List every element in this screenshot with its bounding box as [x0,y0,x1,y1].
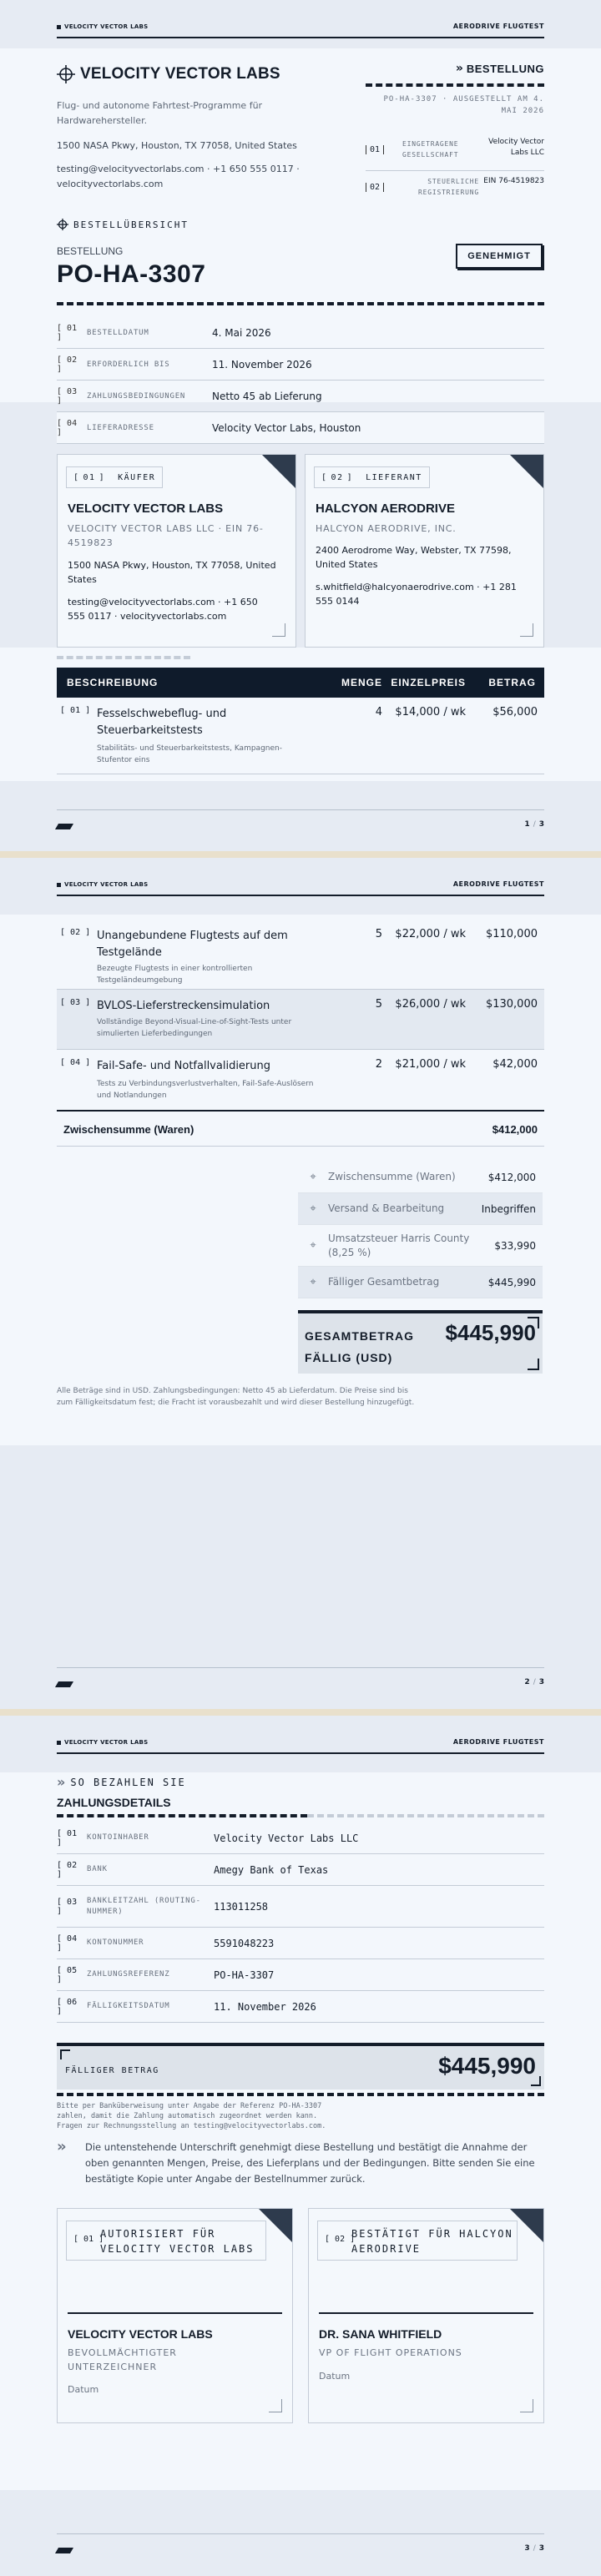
totals-label: Umsatzsteuer Harris County (8,25 %) [328,1232,470,1258]
running-header [0,858,601,898]
header-right: AERODRIVE FLUGTEST [452,23,544,30]
payment-value: Velocity Vector Labs LLC [214,1832,359,1844]
supplier-legal: HALCYON AERODRIVE, INC. [316,523,457,534]
footer-mark [55,2548,73,2553]
summary-label: ZAHLUNGSBEDINGUNGEN [87,391,186,401]
signature-card [308,2208,544,2423]
page-number: 3 / 3 [524,2544,544,2553]
overview-rule [57,302,544,305]
footer-mark [55,824,73,829]
box-bracket [528,1317,539,1328]
header-amount: BETRAG [488,677,536,688]
status-badge [456,244,543,269]
footer-mark [55,1681,73,1687]
doc-meta: PO-HA-3307 · AUSGESTELLT AM 4. MAI 2026 [383,95,544,115]
item-amount: $110,000 [485,928,538,940]
item-note: Stabilitäts- und Steuerbarkeitstests, Kampagnen-Stufentor eins [97,744,282,764]
double-chevron-icon: » [455,62,463,75]
payment-row [57,1928,544,1959]
item-description: Fail-Safe- und Notfallvalidierung [97,1060,271,1072]
table-row [57,698,544,774]
po-number: PO-HA-3307 [57,260,206,288]
item-note: Vollständige Beyond-Visual-Line-of-Sight-Tests unter simulierten Lieferbedingungen [97,1018,292,1038]
item-unit-price: $22,000 / wk [395,928,466,940]
page-footer [57,2533,544,2558]
summary-value: Velocity Vector Labs, Houston [212,421,361,434]
crosshair-icon: ⌖ [310,1276,316,1288]
box-bracket [528,1359,539,1370]
total-due-box [298,1310,543,1374]
payment-num: [ 03 ] [57,1897,78,1916]
doc-type [456,62,544,75]
header-unit-price: EINZELPREIS [391,677,466,688]
registry-num: 01 [366,145,384,154]
totals-row [298,1193,543,1225]
item-unit-price: $21,000 / wk [395,1058,466,1071]
signature-num: [ 01 ] [73,2235,104,2244]
payment-num: [ 02 ] [57,1860,78,1879]
company-heading [57,65,280,83]
company-address: 1500 NASA Pkwy, Houston, TX 77058, United States [57,140,297,151]
header-quantity: MENGE [341,677,382,688]
summary-value: 4. Mai 2026 [212,326,271,339]
signature-title: BESTÄTIGT FÜR HALCYON AERODRIVE [351,2228,513,2255]
summary-label: LIEFERADRESSE [87,423,154,432]
running-header [0,0,601,40]
item-num: [ 04 ] [60,1058,91,1067]
item-unit-price: $14,000 / wk [395,706,466,718]
buyer-tag: [ 01 ] KÄUFER [66,466,163,488]
payment-row [57,1991,544,2023]
payment-label: FÄLLIGKEITSDATUM [87,2002,170,2010]
signature-line[interactable] [68,2312,282,2314]
item-num: [ 03 ] [60,998,91,1007]
totals-value: $33,990 [494,1239,536,1252]
status-badge-label: GENEHMIGT [467,251,531,261]
signature-date-label: Datum [68,2384,99,2395]
crosshair-icon: ⌖ [310,1202,316,1215]
card-bracket [269,2399,282,2412]
supplier-tag: [ 02 ] LIEFERANT [314,466,430,488]
subtotal-row [57,1113,544,1147]
double-chevron-icon: » [57,2138,67,2155]
totals-label: Zwischensumme (Waren) [328,1171,456,1182]
subtotal-label: Zwischensumme (Waren) [63,1123,194,1136]
item-num: [ 02 ] [60,928,91,937]
double-chevron-icon: » [57,1774,66,1790]
signature-line[interactable] [319,2312,533,2314]
item-description: BVLOS-Lieferstreckensimulation [97,1000,270,1012]
payment-rule [57,1814,544,1817]
item-quantity: 5 [375,998,382,1011]
registry-row [366,170,544,200]
crosshair-icon [57,219,68,230]
supplier-contact: s.whitfield@halcyonaerodrive.com · +1 281 555 0144 [316,582,517,607]
page-footer [57,809,544,834]
page-1 [0,0,601,851]
signer-role: BEVOLLMÄCHTIGTER UNTERZEICHNER [68,2347,177,2372]
acceptance-text: Die untenstehende Unterschrift genehmigt diese Bestellung und bestätigt die Annahme der oben genannten Mengen, Preise, des Lieferplans und der Bedingungen. Bitte senden Sie eine bestätigte Kopie unter Angabe der Bestellnummer zurück. [85,2141,535,2185]
item-note: Tests zu Verbindungsverlustverhalten, Fail-Safe-Auslösern und Notlandungen [97,1080,314,1100]
summary-num: [ 03 ] [57,386,78,406]
payment-row [57,1854,544,1886]
totals-label: Fälliger Gesamtbetrag [328,1276,440,1288]
header-rule [57,1752,544,1754]
party-cards [57,454,544,648]
item-note: Bezeugte Flugtests in einer kontrollierten Testgeländeumgebung [97,965,253,985]
crosshair-icon: ⌖ [310,1171,316,1183]
summary-label: ERFORDERLICH BIS [87,360,170,369]
page-3 [0,1716,601,2576]
registry-value: EIN 76-4519823 [483,177,544,185]
table-row [57,990,544,1050]
box-bracket [531,2076,541,2086]
payment-label: BANKLEITZAHL (ROUTING-NUMMER) [87,1896,201,1916]
payment-label: ZAHLUNGSREFERENZ [87,1970,170,1979]
item-quantity: 2 [375,1058,382,1071]
header-brand: VELOCITY VECTOR LABS [57,1739,149,1746]
summary-label: BESTELLDATUM [87,328,149,337]
payment-value: PO-HA-3307 [214,1969,275,1981]
doc-type-label: BESTELLUNG [466,62,544,75]
subtotal-value: $412,000 [492,1123,538,1136]
buyer-card [57,454,296,648]
registry-label: EINGETRAGENE GESELLSCHAFT [402,140,459,159]
supplier-name: HALCYON AERODRIVE [316,502,455,516]
payment-kicker-row [57,1774,186,1790]
payment-label: KONTONUMMER [87,1938,144,1947]
page-2 [0,858,601,1709]
payment-num: [ 01 ] [57,1828,78,1848]
total-due-value: $445,990 [445,1320,536,1345]
payment-value: 11. November 2026 [214,2000,316,2013]
signature-tag [317,2221,518,2261]
payment-row [57,1886,544,1928]
page-separator [0,1709,601,1716]
registry-label: STEUERLICHE REGISTRIERUNG [417,178,479,196]
registry-num: 02 [366,183,384,192]
summary-value: Netto 45 ab Lieferung [212,390,322,402]
item-amount: $130,000 [485,998,538,1011]
po-label: BESTELLUNG [57,245,124,257]
crosshair-icon [57,65,75,83]
totals-row [298,1267,543,1298]
overview-title: BESTELLÜBERSICHT [73,219,189,230]
signer-name: VELOCITY VECTOR LABS [68,2327,213,2341]
card-bracket [520,2399,533,2412]
header-rule [57,895,544,896]
card-bracket [520,623,533,637]
company-tagline: Flug- und autonome Fahrtest-Programme für Hardwarehersteller. [57,100,263,126]
payment-kicker: SO BEZAHLEN SIE [70,1776,186,1788]
card-corner [262,455,295,488]
signer-name: DR. SANA WHITFIELD [319,2327,442,2341]
supplier-card [305,454,544,648]
terms-note: Alle Beträge sind in USD. Zahlungsbedingungen: Netto 45 ab Lieferdatum. Die Preise sind bis zum Fälligkeitsdatum fest; die Fracht ist vorausbezahlt und wird dieser Bestellung hinzugefügt. [57,1387,415,1407]
signature-title: AUTORISIERT FÜR VELOCITY VECTOR LABS [100,2228,255,2255]
summary-num: [ 01 ] [57,323,78,342]
item-quantity: 5 [375,928,382,940]
card-corner [510,455,543,488]
item-unit-price: $26,000 / wk [395,998,466,1011]
summary-value: 11. November 2026 [212,358,312,371]
signature-num: [ 02 ] [325,2235,356,2244]
page-separator [0,851,601,858]
item-amount: $56,000 [492,706,538,718]
item-num: [ 01 ] [60,706,91,715]
header-rule [57,37,544,38]
totals-row [298,1225,543,1267]
summary-row [57,412,544,444]
payment-value: 113011258 [214,1900,269,1913]
totals-value: Inbegriffen [481,1202,536,1215]
table-row [57,920,544,990]
items-rule [57,656,190,659]
item-description: Unangebundene Flugtests auf dem Testgelände [97,930,288,959]
signer-role: VP OF FLIGHT OPERATIONS [319,2347,462,2358]
totals-label: Versand & Bearbeitung [328,1202,445,1214]
payment-row [57,1822,544,1854]
signature-tag [66,2221,266,2261]
amount-due-rule [57,2093,544,2096]
buyer-legal: VELOCITY VECTOR LABS LLC · EIN 76-4519823 [68,523,264,548]
box-bracket [60,2049,70,2059]
signature-card [57,2208,293,2423]
doc-rule [366,83,544,87]
payment-num: [ 05 ] [57,1965,78,1984]
card-bracket [272,623,285,637]
crosshair-icon: ⌖ [310,1239,316,1252]
header-right: AERODRIVE FLUGTEST [452,880,544,888]
payment-instructions: Bitte per Banküberweisung unter Angabe der Referenz PO-HA-3307 zahlen, damit die Zahlung automatisch zugeordnet werden kann. Fragen zur Rechnungsstellung an testing@velocityvectorlabs.com. [57,2102,326,2130]
payment-label: KONTOINHABER [87,1833,149,1842]
header-brand: VELOCITY VECTOR LABS [57,23,149,30]
buyer-contact: testing@velocityvectorlabs.com · +1 650 555 0117 · velocityvectorlabs.com [68,597,258,622]
total-due-label: GESAMTBETRAG FÄLLIG (USD) [305,1329,414,1364]
buyer-name: VELOCITY VECTOR LABS [68,502,224,516]
payment-value: 5591048223 [214,1937,275,1949]
registry-value: Velocity Vector Labs LLC [488,138,544,157]
header-brand: VELOCITY VECTOR LABS [57,881,149,888]
page-footer [57,1667,544,1692]
totals-row [298,1162,543,1193]
table-row [57,1050,544,1112]
header-description: BESCHREIBUNG [67,677,159,688]
amount-due-value: $445,990 [438,2053,536,2079]
company-contact: testing@velocityvectorlabs.com · +1 650 555 0117 · velocityvectorlabs.com [57,164,300,189]
amount-due-box [57,2043,544,2090]
table-header [57,668,544,698]
signature-date-label: Datum [319,2371,351,2382]
payment-row [57,1959,544,1991]
buyer-address: 1500 NASA Pkwy, Houston, TX 77058, United States [68,560,276,585]
totals-value: $412,000 [487,1171,536,1183]
page-number: 2 / 3 [524,1678,544,1686]
payment-title: ZAHLUNGSDETAILS [57,1796,171,1809]
totals-value: $445,990 [487,1276,536,1288]
payment-num: [ 06 ] [57,1997,78,2016]
registry-row [366,137,544,167]
summary-num: [ 04 ] [57,418,78,437]
supplier-address: 2400 Aerodrome Way, Webster, TX 77598, United States [316,545,512,570]
item-amount: $42,000 [492,1058,538,1071]
summary-num: [ 02 ] [57,355,78,374]
company-name: VELOCITY VECTOR LABS [80,65,280,83]
summary-row [57,381,544,412]
payment-label: BANK [87,1865,108,1873]
header-right: AERODRIVE FLUGTEST [452,1738,544,1746]
item-description: Fesselschwebeflug- und Steuerbarkeitstests [97,708,227,737]
summary-row [57,317,544,349]
amount-due-label: FÄLLIGER BETRAG [65,2066,159,2075]
payment-num: [ 04 ] [57,1933,78,1953]
running-header [0,1716,601,1756]
payment-value: Amegy Bank of Texas [214,1863,329,1876]
item-quantity: 4 [375,706,382,718]
summary-row [57,349,544,381]
overview-heading [57,219,189,230]
page-number: 1 / 3 [524,820,544,829]
